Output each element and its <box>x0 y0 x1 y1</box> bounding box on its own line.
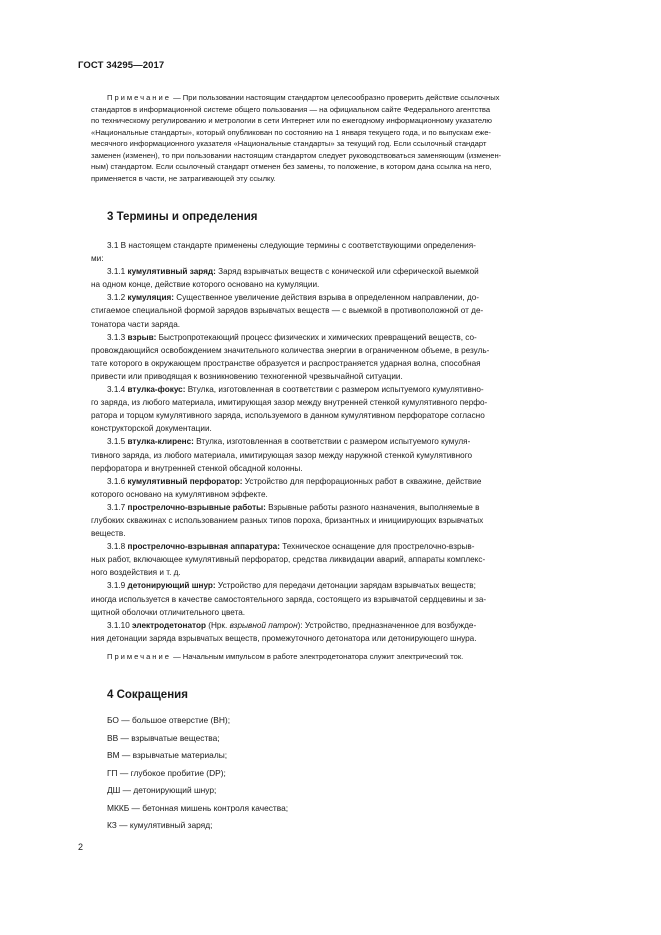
term-3-1-6: 3.1.6 кумулятивный перфоратор: Устройство для перфорационных работ в скважине, действие <box>107 476 482 486</box>
standard-header: ГОСТ 34295—2017 <box>78 60 165 71</box>
paragraph-line: тивного заряда, из любого материала, имитирующая зазор между наружной стенкой кумулятивного <box>91 450 473 460</box>
section-3-body <box>91 239 614 663</box>
paragraph-line: ных работ, включающее кумулятивный перфоратор, средства ликвидации аварий, аппараты комплекс- <box>91 555 486 565</box>
paragraph-line: стигаемое специальной формой зарядов взрывчатых веществ — с выемкой в противоположной от де- <box>91 306 484 316</box>
list-item: ВМ — взрывчатые материалы; <box>107 750 228 760</box>
paragraph-line: конструкторской документации. <box>91 424 212 434</box>
paragraph-line: тате которого в окружающем пространстве образуется и распространяется ударная волна, способная <box>91 358 481 368</box>
intro-note-line: Примечание — При пользовании настоящим стандартом целесообразно проверить действие ссылочных <box>107 93 500 102</box>
paragraph-line: веществ. <box>91 529 126 539</box>
section-3-heading: 3 Термины и определения <box>107 211 258 223</box>
term-3-1-8: 3.1.8 прострелочно-взрывная аппаратура: Техническое оснащение для прострелочно-взрыв- <box>107 542 475 552</box>
list-item: БО — большое отверстие (BH); <box>107 715 231 725</box>
paragraph-line: ратора и торцом кумулятивного заряда, используемого в данном кумулятивном перфораторе согласно <box>91 411 485 421</box>
term-3-1-7: 3.1.7 прострелочно-взрывные работы: Взрывные работы разного назначения, выполняемые в <box>107 502 480 512</box>
paragraph-line: го заряда, из любого материала, имитирующая зазор между внутренней стенкой кумулятивного перфо- <box>91 398 488 408</box>
term-3-1-4: 3.1.4 втулка-фокус: Втулка, изготовленная в соответствии с размером испытуемого кумулятивно- <box>107 385 484 395</box>
paragraph-line: щитной оболочки отличительного цвета. <box>91 607 246 617</box>
page-number: 2 <box>78 842 84 852</box>
paragraph-line: тонатора части заряда. <box>91 319 181 329</box>
list-item: ДШ — детонирующий шнур; <box>107 785 217 795</box>
term-3-1-3: 3.1.3 взрыв: Быстропротекающий процесс физических и химических превращений веществ, со- <box>107 332 477 342</box>
term-3-1-1: 3.1.1 кумулятивный заряд: Заряд взрывчатых веществ с конической или сферической выемкой <box>107 267 479 277</box>
paragraph-line: ми: <box>91 254 104 264</box>
term-3-1-5: 3.1.5 втулка-клиренс: Втулка, изготовленная в соответствии с размером испытуемого кумуля- <box>107 437 471 447</box>
paragraph-line: на одном конце, действие которого основано на кумуляции. <box>91 280 320 290</box>
list-item: МККБ — бетонная мишень контроля качества; <box>107 802 289 813</box>
intro-note-line: применяется в части, не затрагивающей эту ссылку. <box>91 173 276 183</box>
intro-note <box>91 92 614 184</box>
term-3-1-9: 3.1.9 детонирующий шнур: Устройство для передачи детонации зарядам взрывчатых веществ; <box>107 581 476 591</box>
paragraph-line: привести или приводящая к возникновению техногенной чрезвычайной ситуации. <box>91 371 403 381</box>
term-3-1-2: 3.1.2 кумуляция: Существенное увеличение действия взрыва в определенном направлении, до- <box>107 293 480 303</box>
paragraph-line: ного воздействия и т. д. <box>91 568 181 578</box>
intro-note-line: «Национальные стандарты», который опубликован по состоянию на 1 января текущего года, и по выпускам еже- <box>91 127 491 137</box>
abbreviations-list <box>107 712 288 835</box>
intro-note-line: по техническому регулированию и метрологии в сети Интернет или по ежегодному информационному указателю <box>91 116 493 125</box>
list-item: КЗ — кумулятивный заряд; <box>107 820 213 830</box>
paragraph-line: 3.1 В настоящем стандарте применены следующие термины с соответствующими определения- <box>107 241 476 250</box>
list-item: ГП — глубокое пробитие (DP); <box>107 767 226 778</box>
paragraph-line: перфоратора и внутренней стенкой обсадной колонны. <box>91 463 303 473</box>
term-3-1-10: 3.1.10 электродетонатор (Нрк. взрывной патрон): Устройство, предназначенное для возбужде- <box>107 620 477 630</box>
intro-note-line: ным) стандартом. Если ссылочный стандарт отменен без замены, то положение, в котором дана ссылка на него, <box>91 162 492 171</box>
note-label: Примечание <box>107 651 171 661</box>
section-4-heading: 4 Сокращения <box>107 689 188 701</box>
paragraph-line: провождающийся освобождением значительного количества энергии в ограниченном объеме, в резуль- <box>91 345 490 355</box>
intro-note-line: заменен (изменен), то при пользовании настоящим стандартом следует руководствоваться заменяющим (изменен- <box>91 150 502 160</box>
note-label: Примечание <box>107 93 171 102</box>
paragraph-line: иногда используется в качестве самостоятельного заряда, состоящего из взрывчатой сердцевины и за- <box>91 594 487 604</box>
paragraph-line: которого основано на кумулятивном эффекте. <box>91 489 268 499</box>
intro-note-line: стандартов в информационной системе общего пользования — на официальном сайте Федерального агентства <box>91 104 491 114</box>
paragraph-line: ния детонации заряда взрывчатых веществ, промежуточного детонатора или детонирующего шнура. <box>91 633 477 643</box>
paragraph-line: глубоких скважинах с использованием разных типов пороха, бризантных и инициирующих взрывчатых <box>91 515 484 525</box>
intro-note-line: месячного информационного указателя «Национальные стандарты» за текущий год. Если ссылочный стандарт <box>91 139 487 148</box>
term-note: Примечание — Начальным импульсом в работе электродетонатора служит электрический ток. <box>107 651 464 661</box>
list-item: ВВ — взрывчатые вещества; <box>107 732 220 743</box>
